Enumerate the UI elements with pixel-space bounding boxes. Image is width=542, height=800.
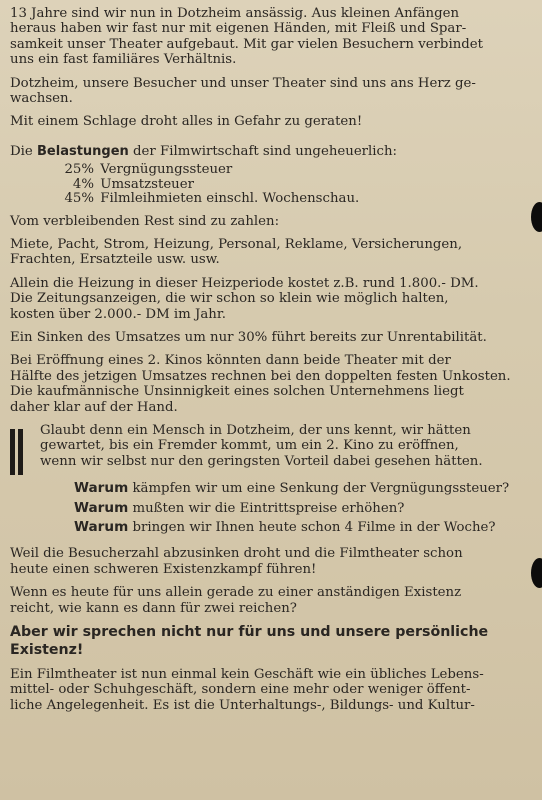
text-line: liche Angelegenheit. Es ist die Unterhaltungs-, Bildungs- und Kultur-: [10, 697, 475, 713]
drop-paragraph: [10, 330, 528, 345]
punch-hole: [531, 202, 542, 232]
text-line: wenn wir selbst nur den geringsten Vorteil dabei gesehen hätten.: [40, 453, 483, 469]
because-paragraph: [10, 546, 528, 577]
text-line: reicht, wie kann es dann für zwei reichen?: [10, 600, 297, 616]
double-bar-marker: [10, 429, 24, 475]
remaining-paragraph: [10, 214, 528, 229]
section-heading: Aber wir sprechen nicht nur für uns und unsere persönliche Existenz!: [10, 624, 489, 658]
text-line: Ein Sinken des Umsatzes um nur 30% führt bereits zur Unrentabilität.: [10, 329, 487, 345]
document-body: [10, 6, 528, 721]
danger-paragraph: [10, 114, 528, 129]
question-line: Warum mußten wir die Eintrittspreise erhöhen?: [74, 499, 405, 516]
framed-paragraph: [10, 423, 528, 469]
intro-paragraph: [10, 6, 528, 68]
burden-list: [48, 163, 528, 206]
text-line: wachsen.: [10, 91, 73, 107]
list-item: 25% Vergnügungssteuer: [64, 162, 233, 178]
question-line: Warum bringen wir Ihnen heute schon 4 Filme in der Woche?: [74, 518, 496, 535]
text-line: Frachten, Ersatzteile usw. usw.: [10, 252, 220, 268]
if-today-paragraph: [10, 585, 528, 616]
text-line: samkeit unser Theater aufgebaut. Mit gar vielen Besuchern verbindet: [10, 36, 483, 52]
text-line: Wenn es heute für uns allein gerade zu einer anständigen Existenz: [10, 585, 462, 601]
text-line: Bei Eröffnung eines 2. Kinos könnten dann beide Theater mit der: [10, 353, 451, 369]
second-cinema-paragraph: [10, 353, 528, 415]
text-line: Die Zeitungsanzeigen, die wir schon so klein wie möglich halten,: [10, 291, 449, 307]
heart-paragraph: [10, 76, 528, 107]
text-line: daher klar auf der Hand.: [10, 399, 178, 415]
question-line: Warum kämpfen wir um eine Senkung der Vergnügungssteuer?: [74, 480, 510, 497]
heating-paragraph: [10, 276, 528, 322]
text-line: 13 Jahre sind wir nun in Dotzheim ansässig. Aus kleinen Anfängen: [10, 6, 460, 21]
text-line: Hälfte des jetzigen Umsatzes rechnen bei den doppelten festen Unkosten.: [10, 368, 511, 384]
text-line: Mit einem Schlage droht alles in Gefahr zu geraten!: [10, 114, 363, 130]
costs-paragraph: [10, 237, 528, 268]
text-line: gewartet, bis ein Fremder kommt, um ein 2. Kino zu eröffnen,: [40, 438, 459, 454]
text-line: Glaubt denn ein Mensch in Dotzheim, der uns kennt, wir hätten: [40, 422, 471, 438]
text-line: mittel- oder Schuhgeschäft, sondern eine mehr oder weniger öffent-: [10, 682, 471, 698]
text-line: Ein Filmtheater ist nun einmal kein Geschäft wie ein übliches Lebens-: [10, 667, 484, 682]
text-line: Dotzheim, unsere Besucher und unser Theater sind uns ans Herz ge-: [10, 75, 476, 91]
text-line: Weil die Besucherzahl abzusinken droht und die Filmtheater schon: [10, 546, 463, 562]
burden-keyword: Belastungen: [37, 143, 129, 159]
text-line: Die kaufmännische Unsinnigkeit eines solchen Unternehmens liegt: [10, 384, 464, 400]
text-line: kosten über 2.000.- DM im Jahr.: [10, 306, 226, 322]
list-item: 45% Filmleihmieten einschl. Wochenschau.: [64, 191, 360, 207]
text-line: Miete, Pacht, Strom, Heizung, Personal, Reklame, Versicherungen,: [10, 236, 463, 252]
text-line: heute einen schweren Existenzkampf führen!: [10, 561, 317, 577]
text-line: uns ein fast familiäres Verhältnis.: [10, 52, 237, 68]
text-line: heraus haben wir fast nur mit eigenen Händen, mit Fleiß und Spar-: [10, 21, 467, 37]
punch-hole: [531, 558, 542, 588]
burden-intro: Die Belastungen der Filmwirtschaft sind ungeheuerlich:: [10, 143, 398, 159]
list-item: 4% Umsatzsteuer: [72, 176, 194, 192]
text-line: Vom verbleibenden Rest sind zu zahlen:: [10, 214, 280, 230]
text-line: Allein die Heizung in dieser Heizperiode kostet z.B. rund 1.800.- DM.: [10, 275, 479, 291]
questions-block: [74, 479, 528, 537]
final-paragraph: [10, 667, 528, 713]
